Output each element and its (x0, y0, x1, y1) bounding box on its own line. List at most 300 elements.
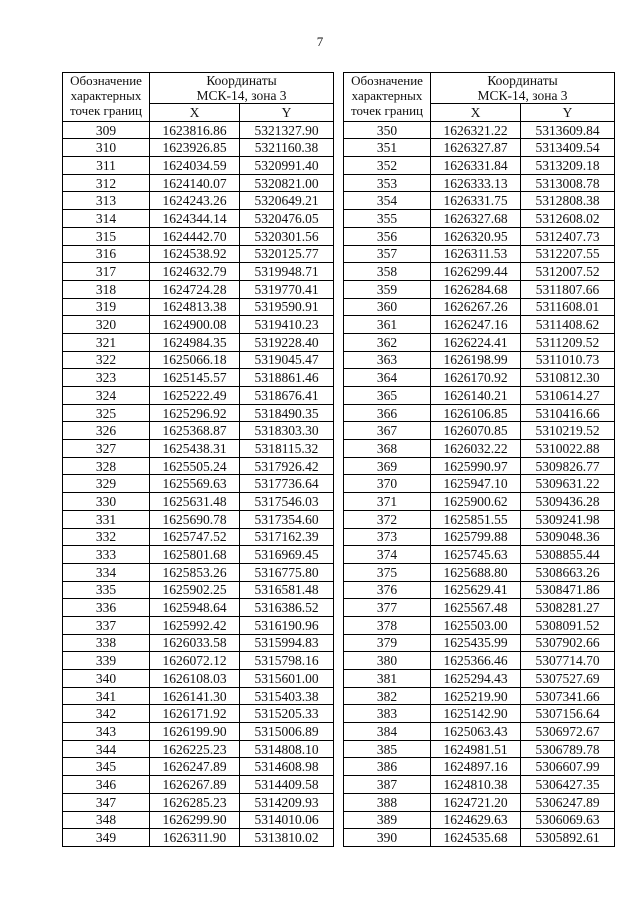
table-row (344, 333, 615, 351)
x-coordinate-cell: 1624900.08 (150, 316, 240, 334)
point-number-cell: 357 (344, 245, 431, 263)
x-coordinate-cell: 1625853.26 (150, 563, 240, 581)
x-coordinate-cell: 1625948.64 (150, 599, 240, 617)
y-column-header: Y (240, 104, 334, 122)
x-coordinate-cell: 1625066.18 (150, 351, 240, 369)
y-coordinate-cell: 5319948.71 (240, 263, 334, 281)
y-coordinate-cell: 5310812.30 (521, 369, 615, 387)
x-column-header: X (150, 104, 240, 122)
y-coordinate-cell: 5314010.06 (240, 811, 334, 829)
x-coordinate-cell: 1625902.25 (150, 581, 240, 599)
y-coordinate-cell: 5320821.00 (240, 174, 334, 192)
x-coordinate-cell: 1624344.14 (150, 210, 240, 228)
table-row (63, 758, 334, 776)
table-row (344, 599, 615, 617)
point-number-cell: 348 (63, 811, 150, 829)
x-coordinate-cell: 1626224.41 (431, 333, 521, 351)
table-row (63, 528, 334, 546)
x-coordinate-cell: 1625799.88 (431, 528, 521, 546)
table-row (63, 263, 334, 281)
point-number-cell: 344 (63, 740, 150, 758)
table-row (63, 157, 334, 175)
table-row (63, 546, 334, 564)
point-number-cell: 342 (63, 705, 150, 723)
point-number-cell: 388 (344, 793, 431, 811)
y-coordinate-cell: 5320991.40 (240, 157, 334, 175)
x-coordinate-cell: 1626106.85 (431, 404, 521, 422)
coordinates-table-right (343, 72, 615, 847)
x-coordinate-cell: 1625296.92 (150, 404, 240, 422)
table-row (63, 616, 334, 634)
y-coordinate-cell: 5314409.58 (240, 776, 334, 794)
x-coordinate-cell: 1626140.21 (431, 387, 521, 405)
point-number-cell: 346 (63, 776, 150, 794)
point-number-cell: 371 (344, 493, 431, 511)
x-coordinate-cell: 1624442.70 (150, 227, 240, 245)
table-row (63, 811, 334, 829)
x-coordinate-cell: 1625992.42 (150, 616, 240, 634)
table-row (344, 829, 615, 847)
point-number-cell: 319 (63, 298, 150, 316)
x-coordinate-cell: 1625747.52 (150, 528, 240, 546)
x-coordinate-cell: 1626199.90 (150, 723, 240, 741)
table-row (344, 758, 615, 776)
y-coordinate-cell: 5317162.39 (240, 528, 334, 546)
x-coordinate-cell: 1626198.99 (431, 351, 521, 369)
x-coordinate-cell: 1624810.38 (431, 776, 521, 794)
x-coordinate-cell: 1625631.48 (150, 493, 240, 511)
point-number-cell: 353 (344, 174, 431, 192)
point-number-cell: 354 (344, 192, 431, 210)
table-row (344, 387, 615, 405)
point-number-cell: 337 (63, 616, 150, 634)
point-number-cell: 325 (63, 404, 150, 422)
coordinates-table-left (62, 72, 334, 847)
y-coordinate-cell: 5309631.22 (521, 475, 615, 493)
y-coordinate-cell: 5306972.67 (521, 723, 615, 741)
point-number-cell: 380 (344, 652, 431, 670)
point-number-cell: 329 (63, 475, 150, 493)
table-row (63, 280, 334, 298)
point-number-cell: 310 (63, 139, 150, 157)
x-coordinate-cell: 1624632.79 (150, 263, 240, 281)
y-coordinate-cell: 5315601.00 (240, 670, 334, 688)
point-number-cell: 385 (344, 740, 431, 758)
y-coordinate-cell: 5320125.77 (240, 245, 334, 263)
x-coordinate-cell: 1625801.68 (150, 546, 240, 564)
x-coordinate-cell: 1626267.89 (150, 776, 240, 794)
y-coordinate-cell: 5318115.32 (240, 440, 334, 458)
table-row (344, 811, 615, 829)
page-number: 7 (316, 34, 324, 49)
point-number-cell: 328 (63, 457, 150, 475)
table-row (63, 440, 334, 458)
y-coordinate-cell: 5317926.42 (240, 457, 334, 475)
y-coordinate-cell: 5307341.66 (521, 687, 615, 705)
table-row (344, 422, 615, 440)
x-coordinate-cell: 1625745.63 (431, 546, 521, 564)
x-coordinate-cell: 1623816.86 (150, 121, 240, 139)
y-coordinate-cell: 5311807.66 (521, 280, 615, 298)
table-row (63, 422, 334, 440)
point-number-cell: 330 (63, 493, 150, 511)
y-coordinate-cell: 5308471.86 (521, 581, 615, 599)
point-number-cell: 321 (63, 333, 150, 351)
y-coordinate-cell: 5314808.10 (240, 740, 334, 758)
y-coordinate-cell: 5312007.52 (521, 263, 615, 281)
table-row (63, 793, 334, 811)
point-number-cell: 313 (63, 192, 150, 210)
table-row (63, 369, 334, 387)
table-row (63, 581, 334, 599)
point-number-cell: 368 (344, 440, 431, 458)
point-number-cell: 360 (344, 298, 431, 316)
x-coordinate-cell: 1625690.78 (150, 510, 240, 528)
table-body (63, 121, 334, 846)
y-coordinate-cell: 5309241.98 (521, 510, 615, 528)
table-row (63, 121, 334, 139)
point-number-cell: 338 (63, 634, 150, 652)
x-coordinate-cell: 1626299.44 (431, 263, 521, 281)
point-designation-header: Обозначение характерных точек границ (63, 73, 150, 122)
x-coordinate-cell: 1626284.68 (431, 280, 521, 298)
x-coordinate-cell: 1624538.92 (150, 245, 240, 263)
y-coordinate-cell: 5315994.83 (240, 634, 334, 652)
x-coordinate-cell: 1625990.97 (431, 457, 521, 475)
table-row (344, 316, 615, 334)
y-coordinate-cell: 5320649.21 (240, 192, 334, 210)
y-coordinate-cell: 5318861.46 (240, 369, 334, 387)
x-coordinate-cell: 1625222.49 (150, 387, 240, 405)
x-coordinate-cell: 1624243.26 (150, 192, 240, 210)
x-coordinate-cell: 1626247.16 (431, 316, 521, 334)
point-number-cell: 363 (344, 351, 431, 369)
y-coordinate-cell: 5310614.27 (521, 387, 615, 405)
y-coordinate-cell: 5319410.23 (240, 316, 334, 334)
coordinates-group-header: Координаты МСК-14, зона 3 (150, 73, 334, 104)
x-coordinate-cell: 1624897.16 (431, 758, 521, 776)
y-coordinate-cell: 5313810.02 (240, 829, 334, 847)
x-coordinate-cell: 1625505.24 (150, 457, 240, 475)
y-coordinate-cell: 5306607.99 (521, 758, 615, 776)
x-coordinate-cell: 1625567.48 (431, 599, 521, 617)
y-coordinate-cell: 5308855.44 (521, 546, 615, 564)
table-row (63, 139, 334, 157)
table-row (344, 670, 615, 688)
x-coordinate-cell: 1624981.51 (431, 740, 521, 758)
table-row (344, 687, 615, 705)
y-coordinate-cell: 5305892.61 (521, 829, 615, 847)
table-row (344, 298, 615, 316)
point-number-cell: 359 (344, 280, 431, 298)
table-row (344, 475, 615, 493)
x-coordinate-cell: 1625688.80 (431, 563, 521, 581)
y-coordinate-cell: 5309826.77 (521, 457, 615, 475)
x-coordinate-cell: 1626299.90 (150, 811, 240, 829)
x-coordinate-cell: 1625629.41 (431, 581, 521, 599)
table-row (63, 776, 334, 794)
point-number-cell: 390 (344, 829, 431, 847)
table-row (63, 387, 334, 405)
point-number-cell: 317 (63, 263, 150, 281)
y-coordinate-cell: 5312808.38 (521, 192, 615, 210)
y-coordinate-cell: 5314608.98 (240, 758, 334, 776)
y-coordinate-cell: 5316190.96 (240, 616, 334, 634)
point-number-cell: 381 (344, 670, 431, 688)
table-row (63, 475, 334, 493)
point-number-cell: 311 (63, 157, 150, 175)
table-row (63, 298, 334, 316)
x-coordinate-cell: 1625294.43 (431, 670, 521, 688)
y-coordinate-cell: 5313609.84 (521, 121, 615, 139)
x-coordinate-cell: 1624034.59 (150, 157, 240, 175)
point-number-cell: 387 (344, 776, 431, 794)
x-coordinate-cell: 1626033.58 (150, 634, 240, 652)
table-row (63, 829, 334, 847)
point-number-cell: 361 (344, 316, 431, 334)
point-number-cell: 343 (63, 723, 150, 741)
point-number-cell: 340 (63, 670, 150, 688)
y-coordinate-cell: 5319770.41 (240, 280, 334, 298)
y-coordinate-cell: 5318303.30 (240, 422, 334, 440)
table-row (63, 634, 334, 652)
x-coordinate-cell: 1626321.22 (431, 121, 521, 139)
point-number-cell: 345 (63, 758, 150, 776)
point-number-cell: 351 (344, 139, 431, 157)
point-number-cell: 356 (344, 227, 431, 245)
point-number-cell: 332 (63, 528, 150, 546)
x-coordinate-cell: 1625569.63 (150, 475, 240, 493)
y-coordinate-cell: 5316386.52 (240, 599, 334, 617)
y-coordinate-cell: 5311408.62 (521, 316, 615, 334)
x-coordinate-cell: 1624535.68 (431, 829, 521, 847)
y-coordinate-cell: 5315798.16 (240, 652, 334, 670)
table-row (344, 121, 615, 139)
y-coordinate-cell: 5312608.02 (521, 210, 615, 228)
x-coordinate-cell: 1626331.84 (431, 157, 521, 175)
point-number-cell: 369 (344, 457, 431, 475)
point-number-cell: 362 (344, 333, 431, 351)
y-coordinate-cell: 5307156.64 (521, 705, 615, 723)
y-coordinate-cell: 5306069.63 (521, 811, 615, 829)
table-row (63, 316, 334, 334)
table-row (344, 776, 615, 794)
point-number-cell: 372 (344, 510, 431, 528)
x-coordinate-cell: 1624984.35 (150, 333, 240, 351)
y-coordinate-cell: 5311209.52 (521, 333, 615, 351)
table-row (344, 174, 615, 192)
point-number-cell: 364 (344, 369, 431, 387)
y-coordinate-cell: 5310022.88 (521, 440, 615, 458)
y-coordinate-cell: 5320476.05 (240, 210, 334, 228)
y-coordinate-cell: 5318490.35 (240, 404, 334, 422)
point-number-cell: 331 (63, 510, 150, 528)
coordinates-group-header: Координаты МСК-14, зона 3 (431, 73, 615, 104)
x-coordinate-cell: 1623926.85 (150, 139, 240, 157)
table-row (63, 351, 334, 369)
table-row (344, 192, 615, 210)
table-row (344, 510, 615, 528)
y-coordinate-cell: 5309048.36 (521, 528, 615, 546)
point-number-cell: 355 (344, 210, 431, 228)
x-coordinate-cell: 1625368.87 (150, 422, 240, 440)
x-coordinate-cell: 1624140.07 (150, 174, 240, 192)
x-coordinate-cell: 1625438.31 (150, 440, 240, 458)
x-coordinate-cell: 1625435.99 (431, 634, 521, 652)
table-row (344, 546, 615, 564)
x-coordinate-cell: 1626072.12 (150, 652, 240, 670)
y-coordinate-cell: 5317354.60 (240, 510, 334, 528)
table-row (344, 227, 615, 245)
point-number-cell: 350 (344, 121, 431, 139)
table-row (63, 740, 334, 758)
table-row (63, 687, 334, 705)
y-coordinate-cell: 5316581.48 (240, 581, 334, 599)
point-number-cell: 324 (63, 387, 150, 405)
y-coordinate-cell: 5319590.91 (240, 298, 334, 316)
point-number-cell: 373 (344, 528, 431, 546)
point-number-cell: 322 (63, 351, 150, 369)
x-coordinate-cell: 1626311.90 (150, 829, 240, 847)
x-coordinate-cell: 1626247.89 (150, 758, 240, 776)
point-number-cell: 377 (344, 599, 431, 617)
point-number-cell: 334 (63, 563, 150, 581)
y-column-header: Y (521, 104, 615, 122)
table-row (344, 157, 615, 175)
table-row (63, 670, 334, 688)
y-coordinate-cell: 5315205.33 (240, 705, 334, 723)
x-coordinate-cell: 1626320.95 (431, 227, 521, 245)
y-coordinate-cell: 5316969.45 (240, 546, 334, 564)
table-row (344, 404, 615, 422)
point-designation-header: Обозначение характерных точек границ (344, 73, 431, 122)
y-coordinate-cell: 5313008.78 (521, 174, 615, 192)
y-coordinate-cell: 5312207.55 (521, 245, 615, 263)
table-row (63, 333, 334, 351)
y-coordinate-cell: 5315006.89 (240, 723, 334, 741)
point-number-cell: 315 (63, 227, 150, 245)
table-row (344, 210, 615, 228)
table-row (63, 510, 334, 528)
x-coordinate-cell: 1626141.30 (150, 687, 240, 705)
y-coordinate-cell: 5312407.73 (521, 227, 615, 245)
x-coordinate-cell: 1625219.90 (431, 687, 521, 705)
point-number-cell: 316 (63, 245, 150, 263)
point-number-cell: 382 (344, 687, 431, 705)
table-row (344, 616, 615, 634)
table-row (63, 563, 334, 581)
table-row (63, 174, 334, 192)
point-number-cell: 376 (344, 581, 431, 599)
x-coordinate-cell: 1624629.63 (431, 811, 521, 829)
y-coordinate-cell: 5307902.66 (521, 634, 615, 652)
x-coordinate-cell: 1626108.03 (150, 670, 240, 688)
table-row (344, 793, 615, 811)
point-number-cell: 370 (344, 475, 431, 493)
table-row (344, 440, 615, 458)
x-coordinate-cell: 1626285.23 (150, 793, 240, 811)
y-coordinate-cell: 5321160.38 (240, 139, 334, 157)
y-coordinate-cell: 5310219.52 (521, 422, 615, 440)
x-coordinate-cell: 1625900.62 (431, 493, 521, 511)
table-row (63, 404, 334, 422)
table-row (63, 652, 334, 670)
table-row (63, 457, 334, 475)
x-column-header: X (431, 104, 521, 122)
table-row (344, 563, 615, 581)
table-row (63, 227, 334, 245)
x-coordinate-cell: 1626070.85 (431, 422, 521, 440)
table-row (344, 723, 615, 741)
y-coordinate-cell: 5317736.64 (240, 475, 334, 493)
x-coordinate-cell: 1626331.75 (431, 192, 521, 210)
point-number-cell: 327 (63, 440, 150, 458)
x-coordinate-cell: 1626311.53 (431, 245, 521, 263)
point-number-cell: 378 (344, 616, 431, 634)
x-coordinate-cell: 1625142.90 (431, 705, 521, 723)
point-number-cell: 326 (63, 422, 150, 440)
x-coordinate-cell: 1626170.92 (431, 369, 521, 387)
point-number-cell: 349 (63, 829, 150, 847)
point-number-cell: 367 (344, 422, 431, 440)
point-number-cell: 384 (344, 723, 431, 741)
point-number-cell: 341 (63, 687, 150, 705)
x-coordinate-cell: 1624813.38 (150, 298, 240, 316)
table-row (344, 652, 615, 670)
y-coordinate-cell: 5317546.03 (240, 493, 334, 511)
point-number-cell: 314 (63, 210, 150, 228)
table-row (344, 634, 615, 652)
y-coordinate-cell: 5311010.73 (521, 351, 615, 369)
table-row (344, 139, 615, 157)
y-coordinate-cell: 5315403.38 (240, 687, 334, 705)
point-number-cell: 318 (63, 280, 150, 298)
table-row (63, 723, 334, 741)
point-number-cell: 383 (344, 705, 431, 723)
x-coordinate-cell: 1624721.20 (431, 793, 521, 811)
y-coordinate-cell: 5313409.54 (521, 139, 615, 157)
x-coordinate-cell: 1625366.46 (431, 652, 521, 670)
y-coordinate-cell: 5316775.80 (240, 563, 334, 581)
x-coordinate-cell: 1624724.28 (150, 280, 240, 298)
x-coordinate-cell: 1625503.00 (431, 616, 521, 634)
y-coordinate-cell: 5319045.47 (240, 351, 334, 369)
point-number-cell: 389 (344, 811, 431, 829)
y-coordinate-cell: 5306789.78 (521, 740, 615, 758)
y-coordinate-cell: 5307714.70 (521, 652, 615, 670)
x-coordinate-cell: 1625145.57 (150, 369, 240, 387)
table-row (344, 705, 615, 723)
point-number-cell: 312 (63, 174, 150, 192)
table-row (344, 493, 615, 511)
y-coordinate-cell: 5308281.27 (521, 599, 615, 617)
table-row (63, 192, 334, 210)
point-number-cell: 339 (63, 652, 150, 670)
y-coordinate-cell: 5310416.66 (521, 404, 615, 422)
table-row (344, 740, 615, 758)
table-row (63, 493, 334, 511)
y-coordinate-cell: 5314209.93 (240, 793, 334, 811)
table-row (344, 457, 615, 475)
point-number-cell: 366 (344, 404, 431, 422)
point-number-cell: 347 (63, 793, 150, 811)
x-coordinate-cell: 1626171.92 (150, 705, 240, 723)
point-number-cell: 358 (344, 263, 431, 281)
y-coordinate-cell: 5306247.89 (521, 793, 615, 811)
table-row (63, 210, 334, 228)
table-row (344, 581, 615, 599)
point-number-cell: 379 (344, 634, 431, 652)
